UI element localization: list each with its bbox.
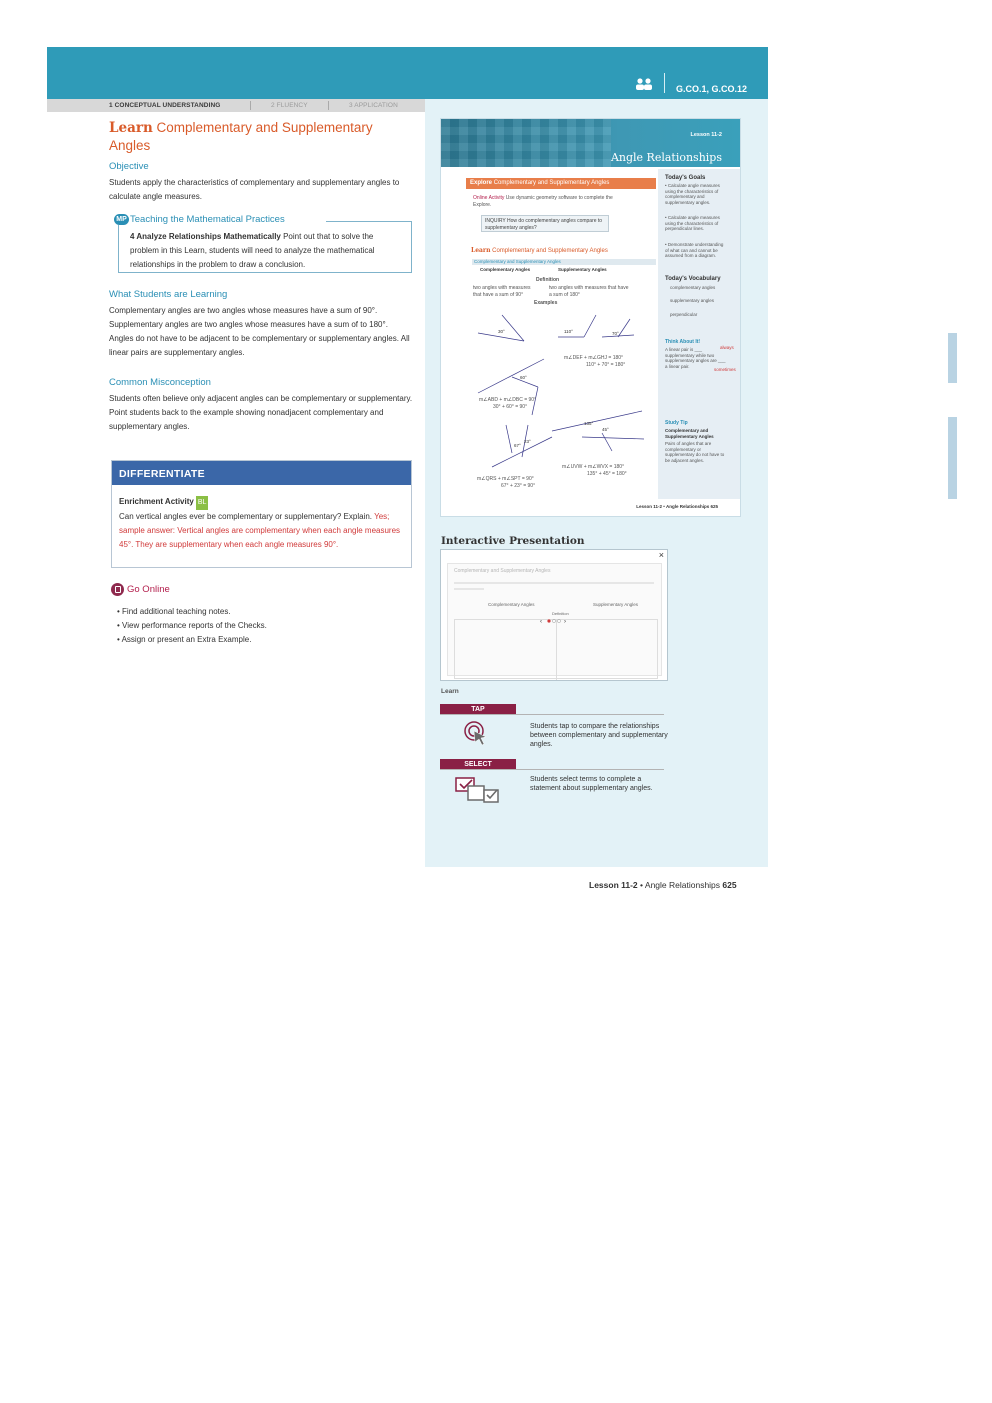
equation-3b: 135° + 45° = 180° <box>587 471 627 477</box>
online-activity-label: Online Activity <box>473 195 505 201</box>
tap-rule <box>440 714 664 715</box>
svg-text:67°: 67° <box>514 443 521 448</box>
header-pattern <box>441 119 611 167</box>
think-text: A linear pair is ___ supplementary while two supplementary angles are ___ a linear pair. <box>665 347 726 369</box>
think-answer-1: always <box>720 345 734 350</box>
mp-badge: MP <box>114 214 129 225</box>
tab-application: 3 APPLICATION <box>349 102 398 109</box>
card-learn-keyword: Learn <box>471 247 491 254</box>
enrichment-answer: Yes; sample answer: Vertical angles are complementary when each angle measures 45°. They are supplementary when each angle measures 90°. <box>119 512 401 549</box>
select-label: SELECT <box>440 759 516 770</box>
select-description: Students select terms to complete a statement about supplementary angles. <box>530 776 653 792</box>
list-item: • Assign or present an Extra Example. <box>117 635 252 644</box>
think-answer-2: sometimes <box>714 367 736 372</box>
select-rule <box>440 769 664 770</box>
definition-label: Definition <box>536 277 560 283</box>
tap-pointer-icon <box>462 719 490 747</box>
go-online-list <box>117 605 267 647</box>
examples-label: Examples <box>534 300 558 306</box>
explore-title: Complementary and Supplementary Angles <box>493 180 610 186</box>
interactive-screen-title: Complementary and Supplementary Angles <box>454 568 551 574</box>
interactive-screen-thumbnail <box>440 549 668 681</box>
vocab-item: supplementary angles <box>670 298 715 303</box>
placeholder-line <box>454 582 654 584</box>
explore-label: Explore <box>470 180 493 186</box>
mp-text-block <box>130 230 402 272</box>
explore-bar <box>466 178 656 189</box>
goal-item: • Demonstrate understanding of what can and cannot be assumed from a diagram. <box>665 242 724 258</box>
interactive-table <box>454 619 658 679</box>
interactive-col-2: Supplementary Angles <box>593 602 639 607</box>
goal-item: • Calculate angle measures using the characteristics of perpendicular lines. <box>665 215 720 231</box>
vocab-item: perpendicular <box>670 312 698 317</box>
placeholder-line <box>454 588 484 590</box>
equation-4: m∠QRS + m∠SPT = 90° <box>477 476 534 482</box>
concept-table-header: Complementary and Supplementary Angles <box>472 259 656 265</box>
equation-3: m∠UVW + m∠WVX = 180° <box>562 464 625 470</box>
people-group-icon <box>635 77 653 91</box>
learn-keyword: Learn <box>109 120 153 136</box>
equation-1: m∠DEF + m∠GHJ = 180° <box>564 355 624 361</box>
svg-text:70°: 70° <box>612 331 619 336</box>
standards-label: G.CO.1, G.CO.12 <box>676 84 748 94</box>
page-footer <box>589 880 737 890</box>
pager-dots-icon[interactable] <box>540 617 570 625</box>
tap-label: TAP <box>440 704 516 715</box>
col-complementary: Complementary Angles <box>480 267 531 272</box>
interactive-col-1: Complementary Angles <box>488 602 535 607</box>
inquiry-box: INQUIRY How do complementary angles compare to supplementary angles? <box>481 215 609 232</box>
svg-text:‹: ‹ <box>540 619 542 625</box>
select-checkbox-icon <box>454 774 502 804</box>
definition-supplementary: two angles with measures that have a sum of 180° <box>549 285 629 298</box>
pedagogy-tab-strip <box>47 99 425 112</box>
col-supplementary: Supplementary Angles <box>558 267 607 272</box>
think-strip <box>948 333 957 383</box>
interactive-definition: Definition <box>552 611 569 616</box>
tab-divider <box>328 101 329 110</box>
concept-table <box>472 259 656 273</box>
online-activity-text: Use dynamic geometry software to complete the Explore. <box>473 195 613 208</box>
equation-1b: 110° + 70° = 180° <box>586 362 626 368</box>
equation-2b: 30° + 60° = 90° <box>493 404 528 410</box>
header-banner <box>47 47 768 99</box>
footer-separator: • <box>637 880 645 890</box>
objective-heading: Objective <box>109 161 149 172</box>
tab-fluency: 2 FLUENCY <box>271 102 308 109</box>
svg-text:›: › <box>564 619 566 625</box>
tip-strip <box>948 417 957 499</box>
mp-title-text: Teaching the Mathematical Practices <box>130 214 285 226</box>
card-footer <box>636 504 718 509</box>
footer-title: Angle Relationships <box>644 880 723 890</box>
goals-sidebar <box>658 169 740 499</box>
goals-heading: Today's Goals <box>665 175 706 181</box>
lesson-thumbnail <box>440 118 741 517</box>
svg-text:135°: 135° <box>584 421 594 426</box>
lesson-card-header <box>441 119 740 167</box>
mathematical-practices-box <box>118 221 412 273</box>
footer-lesson: Lesson 11-2 <box>589 880 638 890</box>
vocabulary-heading: Today's Vocabulary <box>665 276 721 282</box>
svg-text:45°: 45° <box>602 427 609 432</box>
list-item: • Find additional teaching notes. <box>117 607 231 616</box>
equation-4b: 67° + 23° = 90° <box>501 483 536 489</box>
what-learning-text: Complementary angles are two angles whose measures have a sum of 90°. Supplementary angles are two angles whose measures have a sum of to 180°. Angles do not have to be adjacent to be complementary or supplementary angles. All linear pairs are supplementary angles. <box>109 306 410 357</box>
objective-text: Students apply the characteristics of complementary and supplementary angles to calculate angle measures. <box>109 178 400 201</box>
what-learning-heading: What Students are Learning <box>109 289 228 300</box>
tap-description: Students tap to compare the relationships between complementary and supplementary angles. <box>530 723 668 748</box>
differentiate-box <box>111 460 412 568</box>
online-activity <box>473 195 623 208</box>
card-footer-lesson: Lesson 11-2 • Angle Relationships <box>636 504 710 509</box>
interactive-table-col <box>557 620 659 680</box>
banner-divider <box>664 73 665 93</box>
svg-text:60°: 60° <box>520 375 527 380</box>
interactive-presentation-heading: Interactive Presentation <box>441 535 585 547</box>
definition-complementary: two angles with measures that have a sum of 90° <box>473 285 531 298</box>
card-footer-page: 625 <box>710 504 718 509</box>
close-icon[interactable]: × <box>658 550 664 560</box>
card-learn-title: Complementary and Supplementary Angles <box>492 248 608 254</box>
go-online-label: Go Online <box>127 584 170 596</box>
equation-2: m∠ABD + m∠DBC = 90° <box>479 397 537 403</box>
go-online-icon <box>111 583 124 596</box>
think-heading: Think About It! <box>665 339 701 345</box>
interactive-screen <box>447 563 662 676</box>
tab-conceptual: 1 CONCEPTUAL UNDERSTANDING <box>109 102 221 109</box>
svg-text:30°: 30° <box>498 329 505 334</box>
mp-bold: 4 Analyze Relationships Mathematically <box>130 232 281 241</box>
goal-item: • Calculate angle measures using the characteristics of complementary and supplementary angles. <box>665 183 720 205</box>
enrichment-block <box>119 495 404 552</box>
enrichment-title: Enrichment Activity <box>119 497 194 506</box>
svg-text:110°: 110° <box>564 329 573 334</box>
misconception-heading: Common Misconception <box>109 377 211 388</box>
mp-top-rule <box>326 221 412 222</box>
go-online-heading[interactable] <box>111 583 170 596</box>
activities-section-label: Learn <box>441 688 459 695</box>
mp-title <box>114 214 289 225</box>
learn-title: Complementary and Supplementary Angles <box>109 120 373 153</box>
mp-text: Point out that to solve the problem in this Learn, students will need to analyze the mathematical relationships in the problem to draw a conclusion. <box>130 232 375 269</box>
lesson-card-title: Angle Relationships <box>610 151 722 164</box>
svg-text:23°: 23° <box>524 439 531 444</box>
differentiate-heading: DIFFERENTIATE <box>112 461 411 485</box>
study-tip-title: Complementary and Supplementary Angles <box>665 428 714 439</box>
list-item: • View performance reports of the Checks. <box>117 621 267 630</box>
learn-heading <box>109 119 414 154</box>
lesson-number: Lesson 11-2 <box>690 132 722 138</box>
card-learn-heading <box>471 247 608 254</box>
enrichment-question: Can vertical angles ever be complementary or supplementary? Explain. <box>119 512 373 521</box>
study-tip-heading: Study Tip <box>665 420 688 426</box>
study-tip-text: Pairs of angles that are complementary or supplementary do not have to be adjacent angles. <box>665 441 725 463</box>
tab-divider <box>250 101 251 110</box>
bl-badge: BL <box>196 496 209 510</box>
misconception-text: Students often believe only adjacent angles can be complementary or supplementary. Point students back to the example showing nonadjacent complementary and supplementary angles. <box>109 394 413 431</box>
vocab-item: complementary angles <box>670 285 716 290</box>
footer-page-number: 625 <box>722 880 737 890</box>
interactive-table-col <box>455 620 557 680</box>
